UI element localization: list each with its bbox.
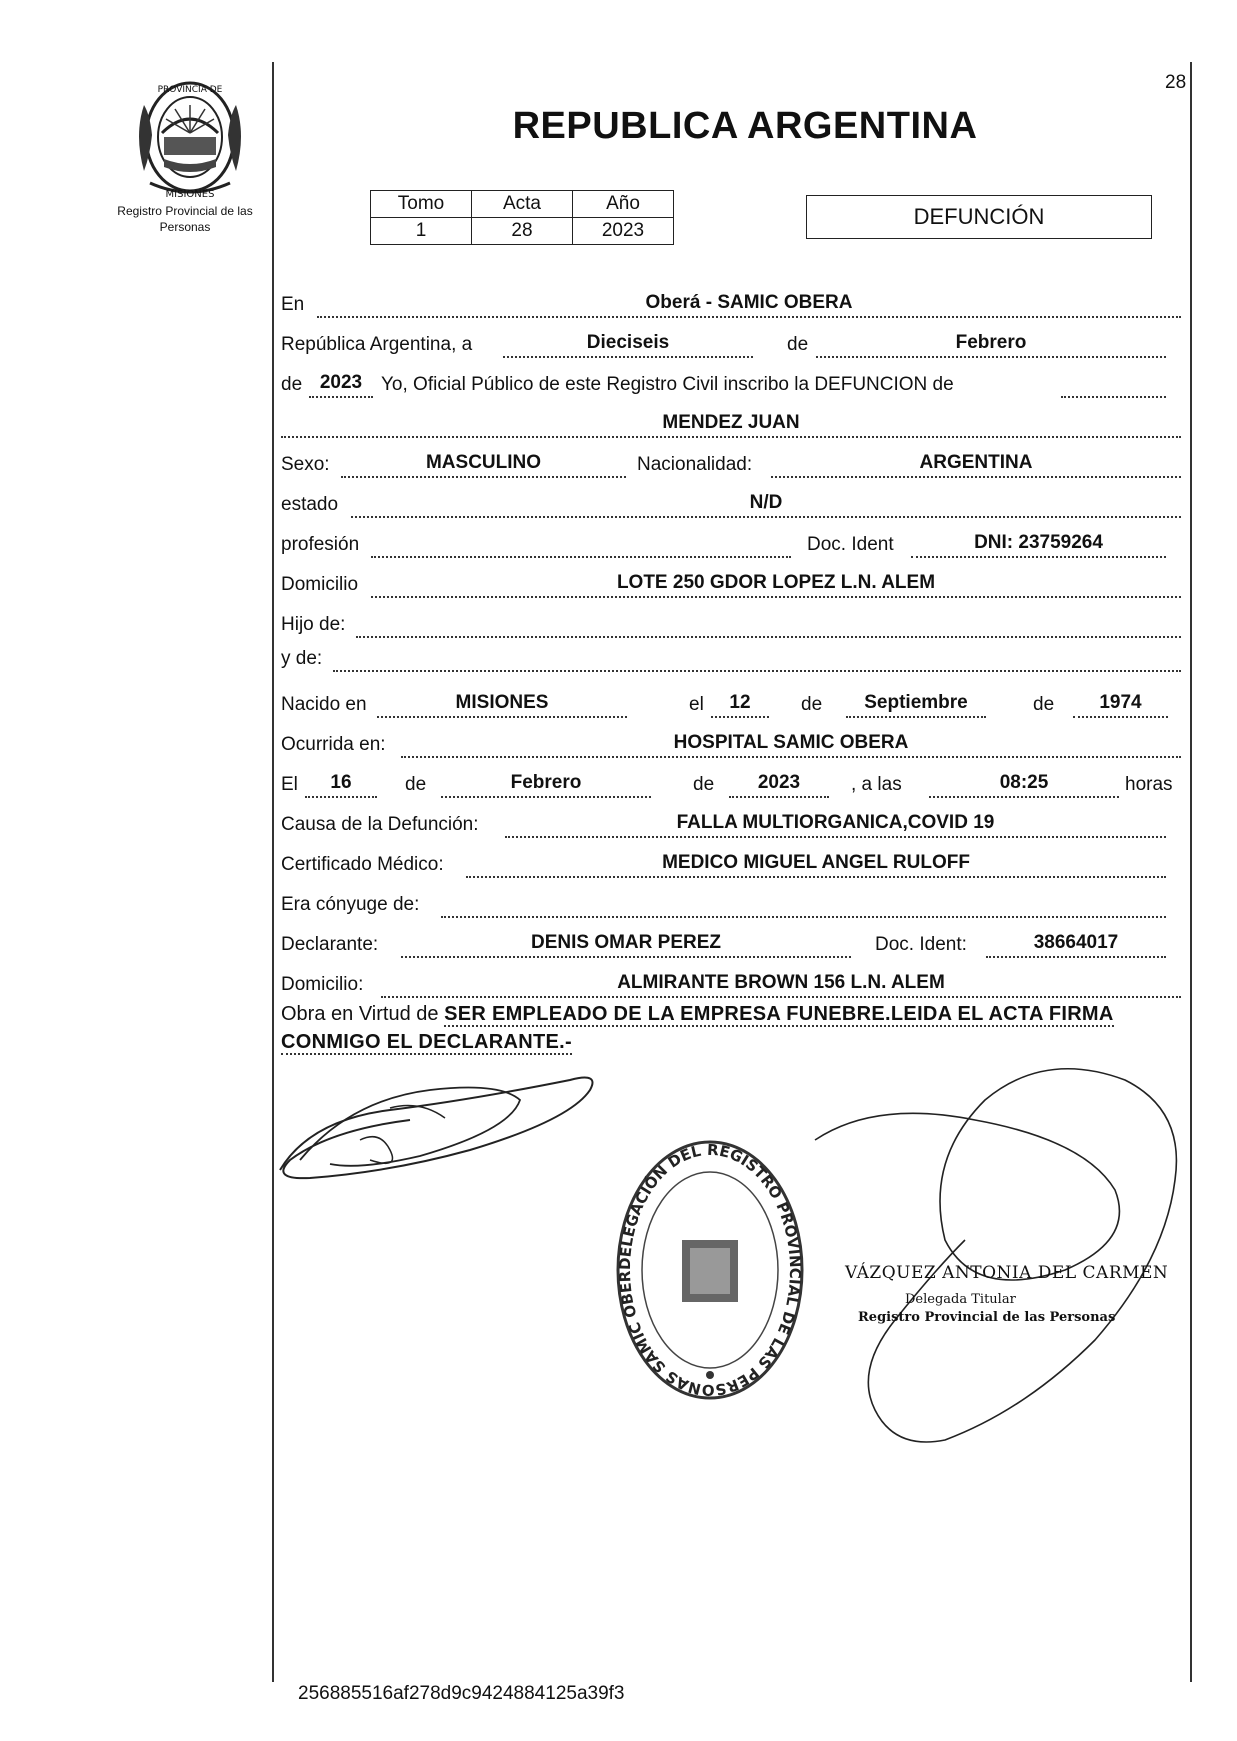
- certificado-field: MEDICO MIGUEL ANGEL RULOFF: [466, 850, 1166, 878]
- obra-label: Obra en Virtud de: [281, 1003, 439, 1025]
- nacido-field: MISIONES: [377, 690, 627, 718]
- conyuge-field: [441, 890, 1166, 918]
- row-hijo: [281, 606, 1181, 640]
- crest-top-text: PROVINCIA DE: [157, 85, 223, 95]
- certificado-label: Certificado Médico:: [281, 854, 444, 875]
- de-label-2: de: [281, 374, 303, 395]
- deceased-name-field: MENDEZ JUAN: [281, 410, 1181, 438]
- de-label-4: de: [1033, 694, 1055, 715]
- yde-field: [333, 644, 1181, 672]
- left-margin-line: [272, 62, 274, 1682]
- row-conyuge: [281, 886, 1181, 920]
- official-registry: Registro Provincial de las Personas: [858, 1310, 1116, 1325]
- birth-month-field: Septiembre: [846, 690, 986, 718]
- table-value-acta: 28: [472, 218, 573, 245]
- el-label-2: El: [281, 774, 298, 795]
- document-hash: 256885516af278d9c9424884125a39f3: [298, 1683, 625, 1704]
- official-signature: [795, 1040, 1195, 1465]
- tomo-acta-ano-table: [370, 190, 674, 245]
- registry-label: Registro Provincial de las Personas: [117, 204, 253, 234]
- sexo-label: Sexo:: [281, 454, 330, 475]
- row-profesion: [281, 526, 1181, 560]
- horas-label: horas: [1125, 774, 1173, 795]
- de-label-5: de: [405, 774, 427, 795]
- ocurrida-label: Ocurrida en:: [281, 734, 386, 755]
- death-year-field: 2023: [729, 770, 829, 798]
- official-stamp: [600, 1130, 820, 1415]
- day-words-field: Dieciseis: [503, 330, 753, 358]
- domicilio-label: Domicilio: [281, 574, 359, 595]
- estado-label: estado: [281, 494, 339, 515]
- row-nacido: [281, 686, 1181, 720]
- doc-ident-label: Doc. Ident: [807, 534, 894, 555]
- row-certificado: [281, 846, 1181, 880]
- crest-bottom-text: MISIONES: [165, 189, 215, 200]
- obra-text: SER EMPLEADO DE LA EMPRESA FUNEBRE.LEIDA EL ACTA FIRMA CONMIGO EL DECLARANTE.-: [281, 1003, 1114, 1053]
- doc-ident2-label: Doc. Ident:: [875, 934, 967, 955]
- year-field: 2023: [309, 370, 373, 398]
- domicilio-field: LOTE 250 GDOR LOPEZ L.N. ALEM: [371, 570, 1181, 598]
- en-label: En: [281, 294, 305, 315]
- death-month-field: Febrero: [441, 770, 651, 798]
- doc-ident2-field: 38664017: [986, 930, 1166, 958]
- row-declarante: [281, 926, 1181, 960]
- stamp-text: DELEGACIÓN DEL REGISTRO PROVINCIAL DE LAS PERSONAS SAMIC OBER: [615, 1140, 805, 1400]
- page-title: REPUBLICA ARGENTINA: [512, 105, 978, 147]
- causa-field: FALLA MULTIORGANICA,COVID 19: [505, 810, 1166, 838]
- declarante-label: Declarante:: [281, 934, 379, 955]
- conyuge-label: Era cónyuge de:: [281, 894, 420, 915]
- domicilio2-label: Domicilio:: [281, 974, 364, 995]
- republica-label: República Argentina, a: [281, 334, 473, 355]
- declarante-field: DENIS OMAR PEREZ: [401, 930, 851, 958]
- row-place: [281, 286, 1181, 320]
- official-name: VÁZQUEZ ANTONIA DEL CARMEN: [845, 1263, 1169, 1283]
- page-number: 28: [1165, 72, 1187, 93]
- alas-label: , a las: [851, 774, 902, 795]
- nacionalidad-label: Nacionalidad:: [637, 454, 753, 475]
- row-inscribo: [281, 366, 1181, 400]
- row-domicilio2: [281, 966, 1181, 1000]
- profesion-label: profesión: [281, 534, 360, 555]
- row-death-date: [281, 766, 1181, 800]
- inscribo-blank: [1061, 370, 1166, 398]
- provincial-crest-logo: [130, 75, 250, 203]
- row-estado: [281, 486, 1181, 520]
- estado-field: N/D: [351, 490, 1181, 518]
- de-label-3: de: [801, 694, 823, 715]
- declarant-signature: [270, 1060, 610, 1205]
- row-yde: [281, 640, 1181, 674]
- row-causa: [281, 806, 1181, 840]
- table-header-row: [371, 191, 674, 218]
- row-name: [281, 406, 1181, 440]
- table-header-ano: Año: [573, 191, 674, 218]
- nacido-label: Nacido en: [281, 694, 367, 715]
- yde-label: y de:: [281, 648, 323, 669]
- hijo-label: Hijo de:: [281, 614, 346, 635]
- row-date: [281, 326, 1181, 360]
- record-type-box: DEFUNCIÓN: [806, 195, 1152, 239]
- row-domicilio: [281, 566, 1181, 600]
- profesion-field: [371, 530, 791, 558]
- domicilio2-field: ALMIRANTE BROWN 156 L.N. ALEM: [381, 970, 1181, 998]
- death-time-field: 08:25: [929, 770, 1119, 798]
- official-role: Delegada Titular: [905, 1292, 1016, 1307]
- de-label-1: de: [787, 334, 809, 355]
- row-ocurrida: [281, 726, 1181, 760]
- table-value-ano: 2023: [573, 218, 674, 245]
- causa-label: Causa de la Defunción:: [281, 814, 479, 835]
- sexo-field: MASCULINO: [341, 450, 626, 478]
- inscribo-text: Yo, Oficial Público de este Registro Civil inscribo la DEFUNCION de: [381, 374, 954, 395]
- ocurrida-field: HOSPITAL SAMIC OBERA: [401, 730, 1181, 758]
- birth-year-field: 1974: [1073, 690, 1168, 718]
- el-label: el: [689, 694, 704, 715]
- hijo-field: [356, 610, 1181, 638]
- table-value-tomo: 1: [371, 218, 472, 245]
- place-field: Oberá - SAMIC OBERA: [317, 290, 1181, 318]
- death-day-field: 16: [305, 770, 377, 798]
- doc-ident-field: DNI: 23759264: [911, 530, 1166, 558]
- birth-day-field: 12: [711, 690, 769, 718]
- month-field: Febrero: [816, 330, 1166, 358]
- de-label-6: de: [693, 774, 715, 795]
- nacionalidad-field: ARGENTINA: [771, 450, 1181, 478]
- table-value-row: [371, 218, 674, 245]
- row-sexo: [281, 446, 1181, 480]
- table-header-acta: Acta: [472, 191, 573, 218]
- table-header-tomo: Tomo: [371, 191, 472, 218]
